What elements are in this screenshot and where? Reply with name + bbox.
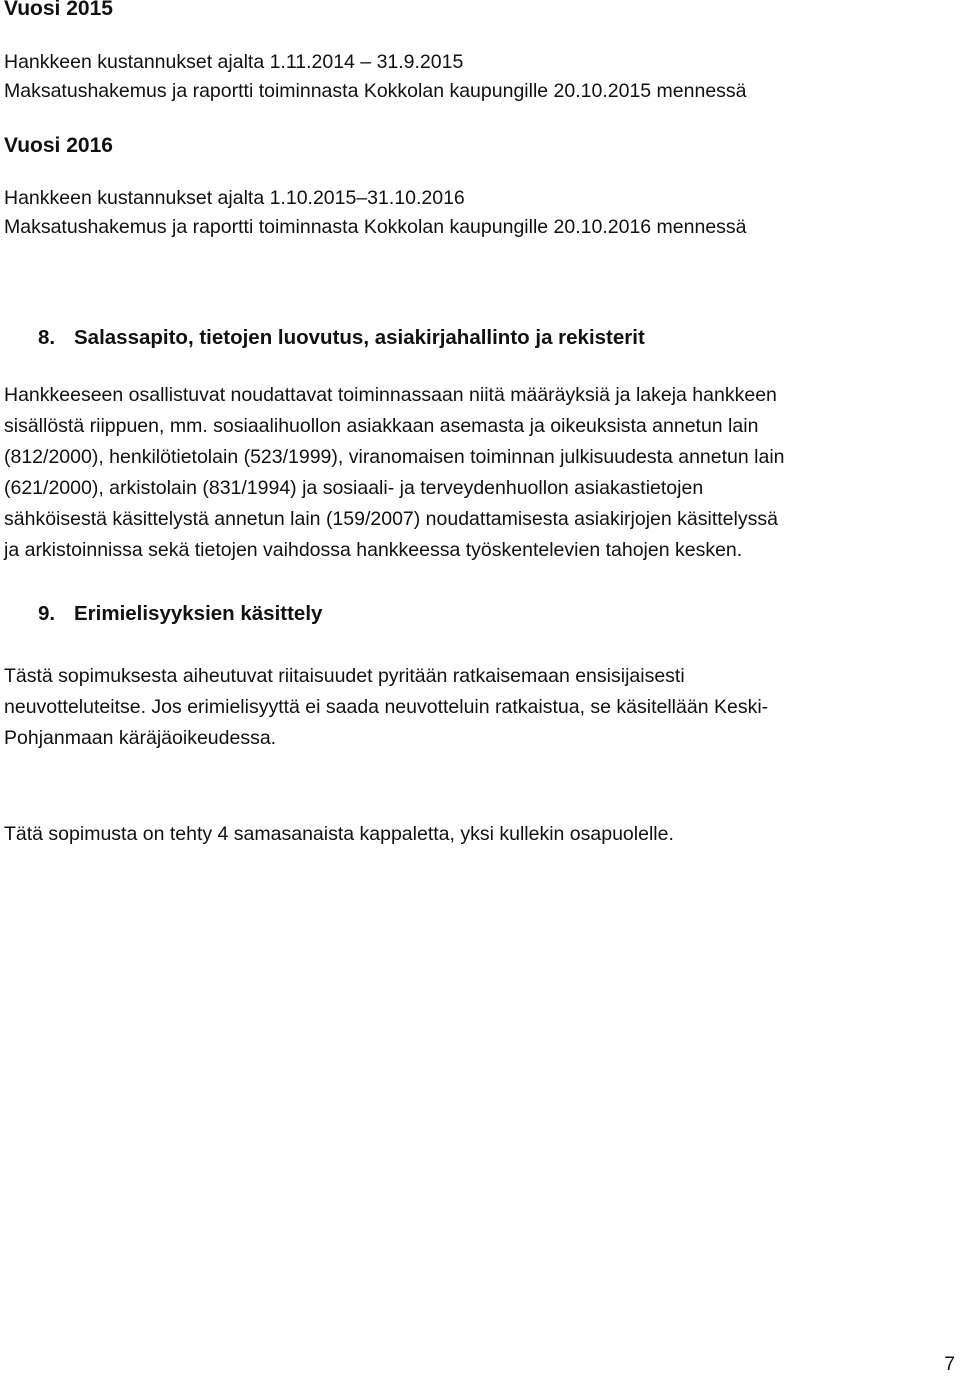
section-9-heading xyxy=(38,602,322,626)
section-9-number: 9. xyxy=(38,602,56,625)
year-2015-heading: Vuosi 2015 xyxy=(4,0,113,20)
section-8-heading xyxy=(38,326,645,350)
year-2015-report-deadline: Maksatushakemus ja raportti toiminnasta Kokkolan kaupungille 20.10.2015 mennessä xyxy=(4,80,747,102)
section-8-line: Hankkeeseen osallistuvat noudattavat toiminnassaan niitä määräyksiä ja lakeja hankkeen xyxy=(4,384,777,406)
section-8-number: 8. xyxy=(38,326,56,349)
section-8-line: (621/2000), arkistolain (831/1994) ja sosiaali- ja terveydenhuollon asiakastietojen xyxy=(4,477,704,499)
year-2016-heading: Vuosi 2016 xyxy=(4,134,113,157)
closing-statement: Tätä sopimusta on tehty 4 samasanaista kappaletta, yksi kullekin osapuolelle. xyxy=(4,823,674,845)
year-2016-report-deadline: Maksatushakemus ja raportti toiminnasta Kokkolan kaupungille 20.10.2016 mennessä xyxy=(4,216,747,238)
section-8-line: ja arkistoinnissa sekä tietojen vaihdossa hankkeessa työskentelevien tahojen kesken. xyxy=(4,539,743,561)
section-8-line: sähköisestä käsittelystä annetun lain (159/2007) noudattamisesta asiakirjojen käsittelyssä xyxy=(4,508,778,530)
section-8-line: (812/2000), henkilötietolain (523/1999), viranomaisen toiminnan julkisuudesta annetun lain xyxy=(4,446,785,468)
section-8-title: Salassapito, tietojen luovutus, asiakirjahallinto ja rekisterit xyxy=(74,326,645,349)
section-9-paragraph xyxy=(4,661,944,754)
page-number: 7 xyxy=(944,1354,955,1375)
section-8-line: sisällöstä riippuen, mm. sosiaalihuollon asiakkaan asemasta ja oikeuksista annetun lain xyxy=(4,415,759,437)
section-9-line: Pohjanmaan käräjäoikeudessa. xyxy=(4,727,277,749)
section-9-line: neuvotteluteitse. Jos erimielisyyttä ei saada neuvotteluin ratkaistua, se käsitellään Keski- xyxy=(4,696,769,718)
year-2016-cost-period: Hankkeen kustannukset ajalta 1.10.2015–31.10.2016 xyxy=(4,187,465,209)
year-2015-cost-period: Hankkeen kustannukset ajalta 1.11.2014 – 31.9.2015 xyxy=(4,51,464,73)
section-9-title: Erimielisyyksien käsittely xyxy=(74,602,323,625)
section-9-line: Tästä sopimuksesta aiheutuvat riitaisuudet pyritään ratkaisemaan ensisijaisesti xyxy=(4,665,685,687)
section-8-paragraph xyxy=(4,380,944,566)
